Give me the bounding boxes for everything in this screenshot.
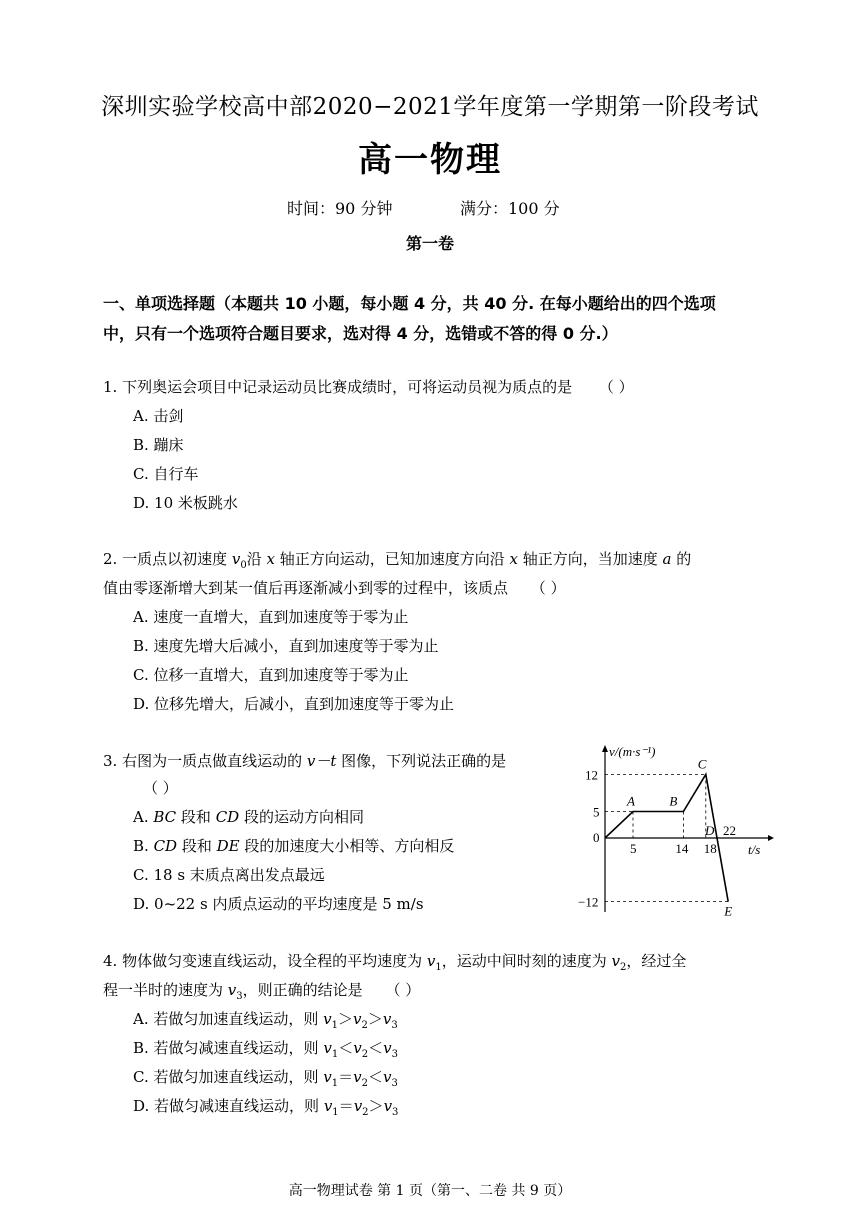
q4-option-text: B. 若做匀减速直线运动，则 bbox=[133, 1039, 324, 1057]
point-label-C: C bbox=[697, 756, 707, 772]
point-label-D: D bbox=[705, 823, 715, 838]
q4-sub: 2 bbox=[361, 1078, 368, 1089]
q4-relation: ＜ bbox=[338, 1039, 354, 1057]
q4-sub: 1 bbox=[331, 1078, 339, 1089]
q4-sub: 2 bbox=[362, 1107, 369, 1118]
q2-var-x: x bbox=[266, 550, 275, 568]
q2-option-d: D. 位移先增大，后减小，直到加速度等于零为止 bbox=[133, 695, 455, 713]
q4-option-text: A. 若做匀加速直线运动，则 bbox=[133, 1010, 324, 1028]
q4-option-c bbox=[133, 1066, 398, 1089]
q4-var-v: v bbox=[611, 952, 620, 970]
q3-segment: CD bbox=[153, 837, 178, 855]
q4-var-v: v bbox=[353, 1010, 362, 1028]
y-tick-label: −12 bbox=[578, 894, 599, 910]
q4-sub: 1 bbox=[435, 962, 442, 973]
q2-text: 轴正方向运动，已知加速度方向沿 bbox=[274, 550, 510, 568]
q3-segment: DE bbox=[216, 837, 240, 855]
q2-text: 值由零逐渐增大到某一值后再逐渐减小到零的过程中，该质点 bbox=[103, 579, 509, 597]
q4-relation: ＜ bbox=[368, 1039, 384, 1057]
q4-var-v: v bbox=[323, 1010, 332, 1028]
x-tick-label: 18 bbox=[703, 841, 717, 856]
q4-sub: 3 bbox=[391, 1020, 398, 1031]
question-4-line1 bbox=[103, 950, 686, 973]
q4-var-v: v bbox=[227, 981, 237, 999]
section-heading-line1: 一、单项选择题（本题共 10 小题，每小题 4 分，共 40 分. 在每小题给出的四个选项 bbox=[103, 294, 716, 313]
point-label-A: A bbox=[627, 793, 635, 809]
q4-sub: 3 bbox=[391, 1078, 398, 1089]
q4-option-b bbox=[133, 1037, 398, 1060]
q2-option-a: A. 速度一直增大，直到加速度等于零为止 bbox=[133, 608, 409, 626]
answer-paren: （ ） bbox=[143, 779, 178, 797]
q4-var-v: v bbox=[323, 1039, 332, 1057]
time-limit: 时间：90 分钟 bbox=[287, 199, 393, 218]
volume-label: 第一卷 bbox=[405, 234, 454, 253]
q3-var-vt: v－t bbox=[306, 752, 337, 770]
q4-var-v: v bbox=[383, 1068, 392, 1086]
q4-text: ，经过全 bbox=[626, 952, 687, 970]
q4-text: ，运动中间时刻的速度为 bbox=[441, 952, 612, 970]
y-tick-label: 0 bbox=[593, 830, 600, 845]
answer-paren: （ ） bbox=[385, 981, 421, 999]
q4-relation: ＝ bbox=[338, 1068, 354, 1086]
q2-option-b: B. 速度先增大后减小，直到加速度等于零为止 bbox=[133, 637, 439, 655]
q2-var-x: x bbox=[509, 550, 518, 568]
q4-var-v: v bbox=[353, 1097, 363, 1115]
q4-var-v: v bbox=[323, 1068, 332, 1086]
q4-var-v: v bbox=[383, 1039, 392, 1057]
q3-option-d: D. 0~22 s 内质点运动的平均速度是 5 m/s bbox=[133, 895, 424, 913]
q4-relation: ＝ bbox=[338, 1097, 354, 1115]
y-tick-label: 5 bbox=[593, 804, 600, 820]
q4-text: 4. 物体做匀变速直线运动，设全程的平均速度为 bbox=[103, 952, 427, 970]
q4-sub: 2 bbox=[619, 962, 627, 973]
q4-var-v: v bbox=[382, 1010, 392, 1028]
q4-relation: ＞ bbox=[338, 1010, 354, 1028]
point-label-B: B bbox=[669, 793, 678, 809]
q4-option-d bbox=[133, 1095, 398, 1118]
question-2-line2 bbox=[103, 577, 566, 598]
subject-title: 高一物理 bbox=[358, 140, 502, 180]
page-footer: 高一物理试卷 第 1 页（第一、二卷 共 9 页） bbox=[288, 1183, 572, 1199]
q4-var-v: v bbox=[323, 1097, 333, 1115]
q3-text: A. bbox=[133, 808, 154, 826]
q4-relation: ＜ bbox=[367, 1068, 383, 1086]
q3-text: 段的加速度大小相等、方向相反 bbox=[239, 837, 455, 855]
q3-text: 段和 bbox=[176, 808, 216, 826]
question-4-line2 bbox=[103, 979, 420, 1002]
q4-option-a bbox=[133, 1008, 398, 1031]
q1-option-b: B. 蹦床 bbox=[133, 436, 184, 454]
q3-segment: CD bbox=[215, 808, 240, 826]
q3-option-a bbox=[133, 806, 364, 827]
section-heading-line2: 中，只有一个选项符合题目要求，选对得 4 分，选错或不答的得 0 分.） bbox=[103, 324, 618, 343]
point-label-E: E bbox=[724, 903, 733, 917]
vt-graph bbox=[578, 742, 778, 917]
q2-var-a: a bbox=[662, 550, 672, 568]
q4-sub: 2 bbox=[361, 1020, 368, 1031]
q4-sub: 2 bbox=[361, 1049, 369, 1060]
q3-text: 图像，下列说法正确的是 bbox=[336, 752, 507, 770]
q4-sub: 1 bbox=[332, 1107, 339, 1118]
q4-text: ，则正确的结论是 bbox=[242, 981, 363, 999]
q4-text: 程一半时的速度为 bbox=[103, 981, 228, 999]
q4-relation: ＞ bbox=[367, 1010, 383, 1028]
q3-segment: BC bbox=[153, 808, 177, 826]
y-axis-label: v/(m·s⁻¹) bbox=[609, 744, 656, 759]
q3-option-b bbox=[133, 835, 454, 856]
q4-sub: 1 bbox=[331, 1020, 338, 1031]
exam-title: 深圳实验学校高中部2020−2021学年度第一学期第一阶段考试 bbox=[101, 94, 759, 120]
q2-sub: 0 bbox=[240, 560, 247, 571]
answer-paren: （ ） bbox=[598, 378, 634, 396]
x-tick-label: 5 bbox=[630, 841, 637, 856]
q2-text: 轴正方向，当加速度 bbox=[517, 550, 663, 568]
x-axis-arrow bbox=[768, 835, 774, 841]
q2-text: 的 bbox=[671, 550, 692, 568]
q4-var-v: v bbox=[353, 1039, 362, 1057]
q2-text: 沿 bbox=[246, 550, 267, 568]
q2-option-c: C. 位移一直增大，直到加速度等于零为止 bbox=[133, 666, 409, 684]
x-tick-label: 22 bbox=[723, 823, 736, 838]
q4-var-v: v bbox=[353, 1068, 362, 1086]
q1-option-d: D. 10 米板跳水 bbox=[133, 494, 238, 512]
q1-option-c: C. 自行车 bbox=[133, 465, 199, 483]
q2-text: 2. 一质点以初速度 bbox=[103, 550, 232, 568]
q4-sub: 3 bbox=[391, 1049, 398, 1060]
q4-sub: 1 bbox=[331, 1049, 339, 1060]
q4-option-text: C. 若做匀加速直线运动，则 bbox=[133, 1068, 324, 1086]
q2-var-v: v bbox=[231, 550, 241, 568]
q1-stem-text: 1. 下列奥运会项目中记录运动员比赛成绩时，可将运动员视为质点的是 bbox=[103, 378, 573, 396]
question-3-stem bbox=[103, 750, 506, 771]
q1-option-a: A. 击剑 bbox=[133, 407, 184, 425]
q4-sub: 3 bbox=[392, 1107, 399, 1118]
question-1-stem bbox=[103, 376, 634, 397]
full-score: 满分：100 分 bbox=[460, 199, 560, 218]
y-tick-label: 12 bbox=[585, 767, 598, 783]
q3-text: 段的运动方向相同 bbox=[239, 808, 364, 826]
q3-text: B. bbox=[133, 837, 154, 855]
y-axis-arrow bbox=[602, 745, 608, 752]
q4-sub: 3 bbox=[236, 991, 243, 1002]
x-axis-label: t/s bbox=[748, 842, 761, 857]
question-2-line1 bbox=[103, 548, 691, 571]
q3-text: 3. 右图为一质点做直线运动的 bbox=[103, 752, 307, 770]
q4-relation: ＞ bbox=[368, 1097, 384, 1115]
q4-var-v: v bbox=[426, 952, 436, 970]
q4-var-v: v bbox=[383, 1097, 393, 1115]
x-tick-label: 14 bbox=[675, 841, 689, 856]
q3-text: 段和 bbox=[177, 837, 217, 855]
q4-option-text: D. 若做匀减速直线运动，则 bbox=[133, 1097, 324, 1115]
q3-option-c: C. 18 s 末质点离出发点最远 bbox=[133, 866, 325, 884]
answer-paren: （ ） bbox=[530, 579, 566, 597]
